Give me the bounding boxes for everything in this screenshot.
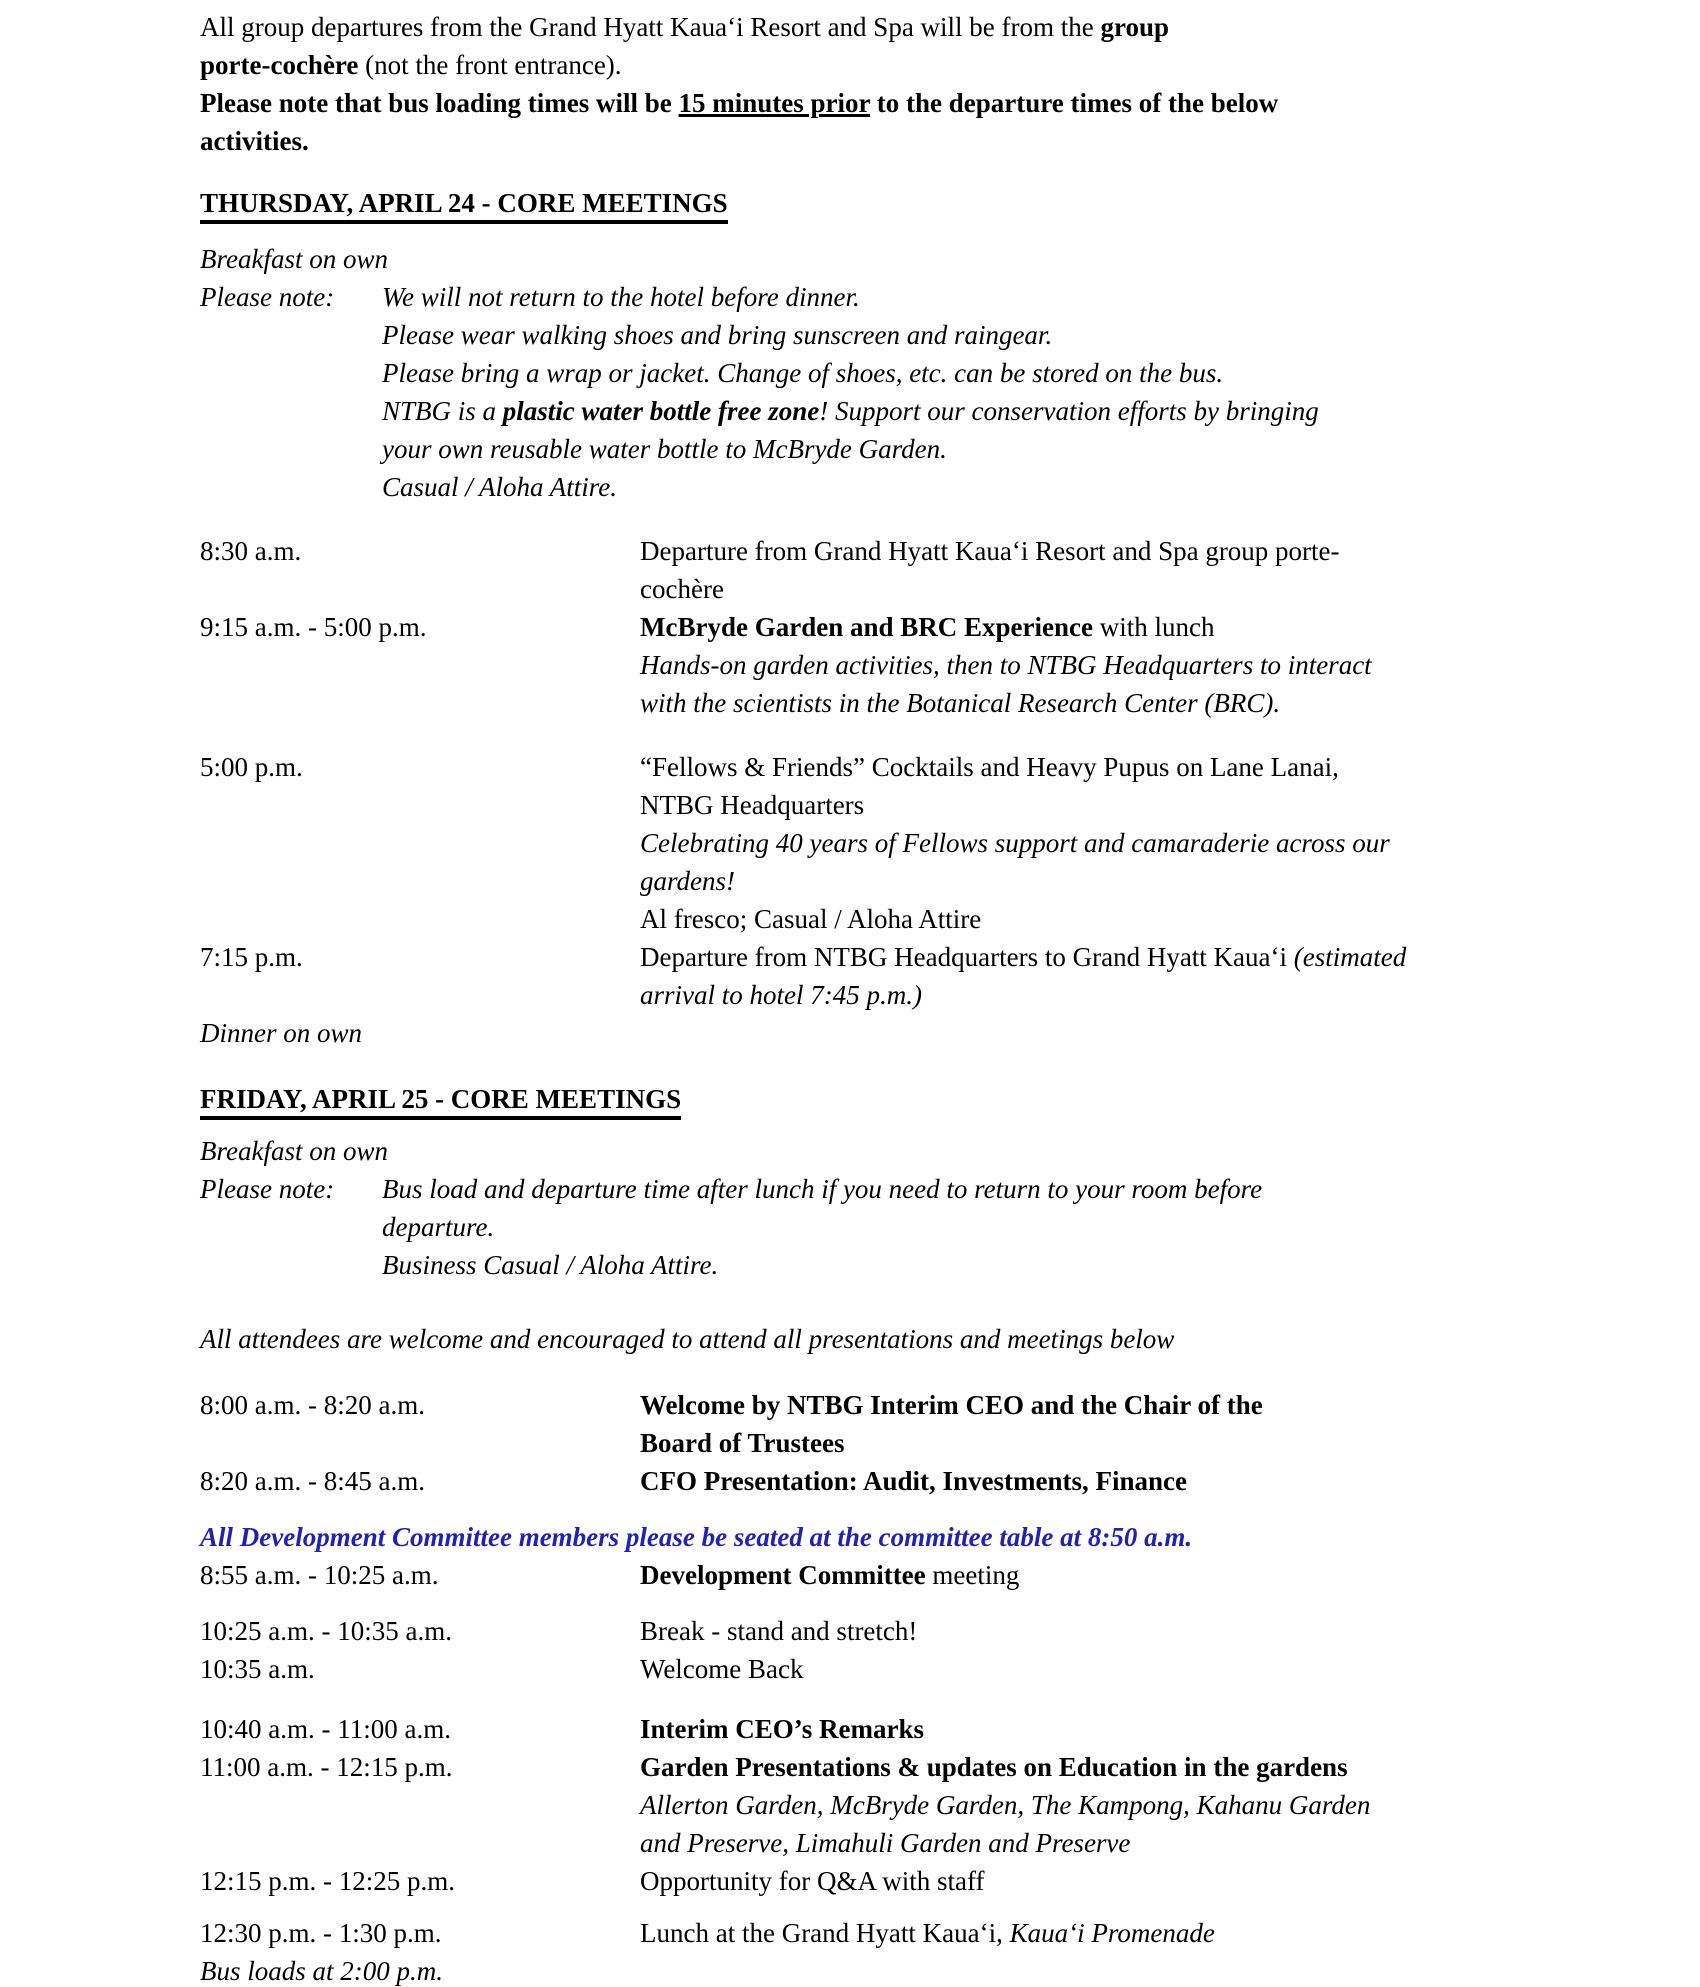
- event-description: [640, 1914, 1670, 1952]
- event-desc-line: Lunch at the Grand Hyatt Kauaʻi, Kauaʻi Promenade: [640, 1918, 1215, 1948]
- event-time: 11:00 a.m. - 12:15 p.m.: [200, 1752, 453, 1782]
- bus-load-note: Bus loads at 2:00 p.m.: [200, 1956, 443, 1986]
- event-desc-line: Celebrating 40 years of Fellows support and camaraderie across our: [640, 828, 1390, 858]
- event-desc-line: arrival to hotel 7:45 p.m.): [640, 980, 922, 1010]
- friday-notes: [382, 1170, 1670, 1284]
- event-desc-line: gardens!: [640, 866, 735, 896]
- schedule-row: [200, 938, 1670, 1014]
- intro-paragraph: [200, 8, 1670, 160]
- event-desc-line: Hands-on garden activities, then to NTBG Headquarters to interact: [640, 650, 1372, 680]
- event-desc-line: Board of Trustees: [640, 1428, 845, 1458]
- event-description: [640, 1710, 1670, 1748]
- event-description: [640, 1612, 1670, 1650]
- event-description: [640, 938, 1670, 1014]
- event-desc-line: Welcome Back: [640, 1654, 804, 1684]
- note-line: departure.: [382, 1212, 495, 1242]
- event-desc-line: with the scientists in the Botanical Research Center (BRC).: [640, 688, 1281, 718]
- event-time: 9:15 a.m. - 5:00 p.m.: [200, 612, 427, 642]
- event-description: [640, 608, 1670, 722]
- event-time: 7:15 p.m.: [200, 942, 303, 972]
- note-line: NTBG is a plastic water bottle free zone! Support our conservation efforts by bringing: [382, 396, 1319, 426]
- schedule-row: [200, 532, 1670, 608]
- event-desc-line: Allerton Garden, McBryde Garden, The Kampong, Kahanu Garden: [640, 1790, 1371, 1820]
- event-time: 10:25 a.m. - 10:35 a.m.: [200, 1616, 452, 1646]
- event-desc-line: and Preserve, Limahuli Garden and Preserve: [640, 1828, 1131, 1858]
- attendees-welcome-note: All attendees are welcome and encouraged to attend all presentations and meetings below: [200, 1324, 1175, 1354]
- event-desc-line: Development Committee meeting: [640, 1560, 1020, 1590]
- event-desc-line: cochère: [640, 574, 724, 604]
- committee-notice: All Development Committee members please be seated at the committee table at 8:50 a.m.: [200, 1522, 1193, 1552]
- event-time: 5:00 p.m.: [200, 752, 303, 782]
- event-desc-line: McBryde Garden and BRC Experience with lunch: [640, 612, 1215, 642]
- thursday-heading-text: THURSDAY, APRIL 24 - CORE MEETINGS: [200, 188, 728, 224]
- event-desc-line: Break - stand and stretch!: [640, 1616, 918, 1646]
- event-time: 8:55 a.m. - 10:25 a.m.: [200, 1560, 439, 1590]
- note-line: Please bring a wrap or jacket. Change of shoes, etc. can be stored on the bus.: [382, 358, 1224, 388]
- please-note-label: Please note:: [200, 282, 335, 312]
- friday-heading-text: FRIDAY, APRIL 25 - CORE MEETINGS: [200, 1084, 681, 1120]
- event-time: 10:40 a.m. - 11:00 a.m.: [200, 1714, 451, 1744]
- event-description: [640, 1650, 1670, 1688]
- thursday-dinner-note: Dinner on own: [200, 1018, 362, 1048]
- event-desc-line: Departure from Grand Hyatt Kauaʻi Resort and Spa group porte-: [640, 536, 1340, 566]
- schedule-row: [200, 1914, 1670, 1987]
- schedule-row: [200, 1748, 1670, 1862]
- event-description: [640, 532, 1670, 608]
- event-desc-line: CFO Presentation: Audit, Investments, Finance: [640, 1466, 1187, 1496]
- friday-breakfast-note: Breakfast on own: [200, 1136, 388, 1166]
- event-time: 8:20 a.m. - 8:45 a.m.: [200, 1466, 425, 1496]
- event-time: 12:30 p.m. - 1:30 p.m.: [200, 1918, 442, 1948]
- schedule-row: [200, 1862, 1670, 1900]
- thursday-notes: [382, 278, 1670, 506]
- note-line: your own reusable water bottle to McBryde Garden.: [382, 434, 947, 464]
- event-description: [640, 1386, 1670, 1462]
- schedule-row: [200, 1462, 1670, 1500]
- event-description: [640, 1862, 1670, 1900]
- schedule-row: [200, 1612, 1670, 1650]
- event-time: 10:35 a.m.: [200, 1654, 315, 1684]
- note-line: We will not return to the hotel before dinner.: [382, 282, 860, 312]
- event-desc-line: Interim CEO’s Remarks: [640, 1714, 924, 1744]
- event-desc-line: Departure from NTBG Headquarters to Grand Hyatt Kauaʻi (estimated: [640, 942, 1407, 972]
- schedule-row: [200, 608, 1670, 722]
- thursday-breakfast-note: Breakfast on own: [200, 244, 388, 274]
- schedule-row: [200, 1386, 1670, 1462]
- event-desc-line: “Fellows & Friends” Cocktails and Heavy Pupus on Lane Lanai,: [640, 752, 1339, 782]
- event-time: 8:30 a.m.: [200, 536, 302, 566]
- note-line: Casual / Aloha Attire.: [382, 472, 618, 502]
- event-desc-line: Al fresco; Casual / Aloha Attire: [640, 904, 982, 934]
- please-note-label: Please note:: [200, 1174, 335, 1204]
- note-line: Business Casual / Aloha Attire.: [382, 1250, 719, 1280]
- schedule-row: [200, 1710, 1670, 1748]
- schedule-row: [200, 1556, 1670, 1594]
- intro-line: porte-cochère (not the front entrance).: [200, 50, 622, 80]
- event-time-block: [200, 1914, 640, 1987]
- note-line: Bus load and departure time after lunch if you need to return to your room before: [382, 1174, 1263, 1204]
- intro-line: Please note that bus loading times will be 15 minutes prior to the departure times of the below: [200, 88, 1279, 118]
- event-description: [640, 748, 1670, 938]
- intro-line: All group departures from the Grand Hyatt Kauaʻi Resort and Spa will be from the group: [200, 12, 1170, 42]
- schedule-row: [200, 1650, 1670, 1688]
- thursday-heading: [200, 184, 1670, 222]
- thursday-please-note-block: [200, 278, 1670, 506]
- friday-please-note-block: [200, 1170, 1670, 1284]
- note-line: Please wear walking shoes and bring sunscreen and raingear.: [382, 320, 1053, 350]
- intro-line: activities.: [200, 126, 309, 156]
- event-time: 12:15 p.m. - 12:25 p.m.: [200, 1866, 455, 1896]
- schedule-row: [200, 748, 1670, 938]
- event-desc-line: Opportunity for Q&A with staff: [640, 1866, 985, 1896]
- event-desc-line: NTBG Headquarters: [640, 790, 865, 820]
- event-description: [640, 1462, 1670, 1500]
- event-time: 8:00 a.m. - 8:20 a.m.: [200, 1390, 425, 1420]
- event-description: [640, 1748, 1670, 1862]
- friday-heading: [200, 1080, 1670, 1118]
- event-desc-line: Welcome by NTBG Interim CEO and the Chair of the: [640, 1390, 1263, 1420]
- event-description: [640, 1556, 1670, 1594]
- event-desc-line: Garden Presentations & updates on Education in the gardens: [640, 1752, 1348, 1782]
